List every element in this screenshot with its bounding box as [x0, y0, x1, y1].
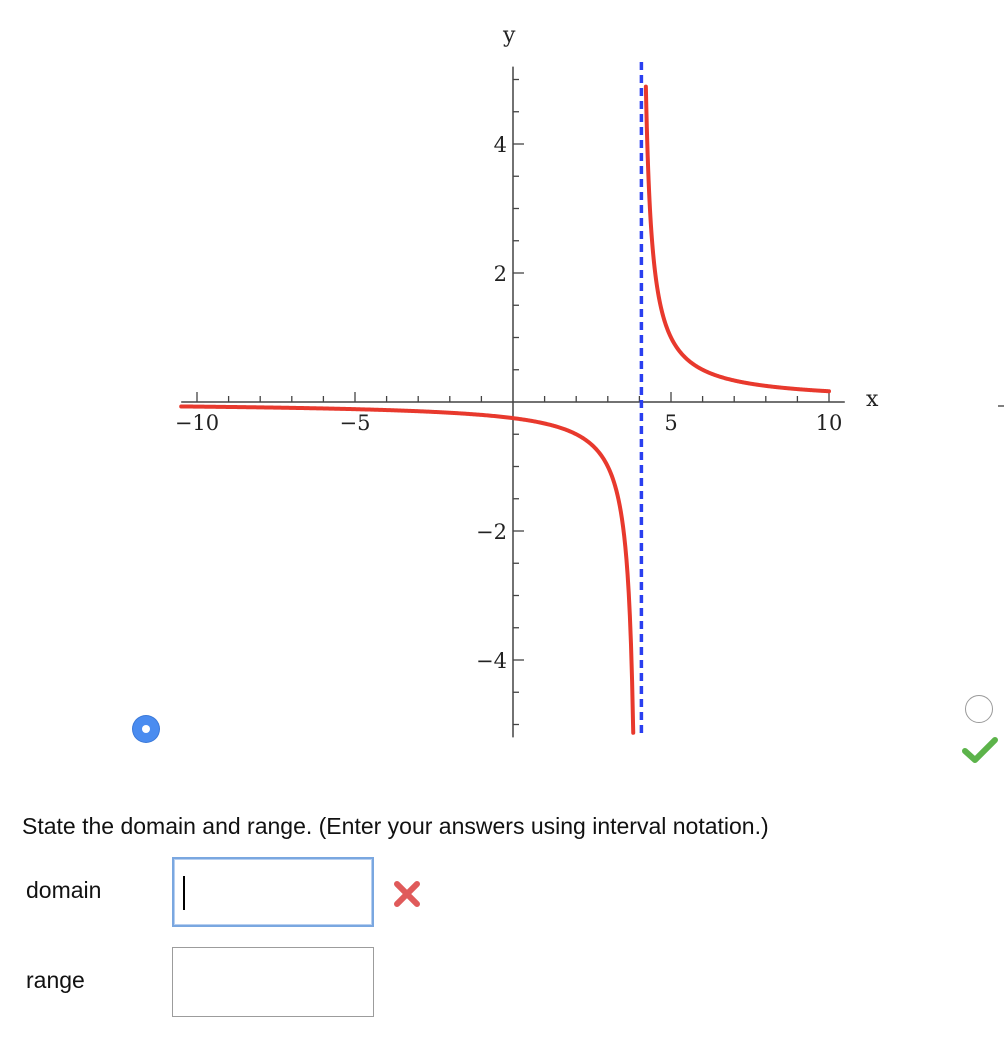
range-input[interactable] — [172, 947, 374, 1017]
y-axis-label: y — [503, 23, 516, 48]
x-axis-label: x — [866, 387, 879, 412]
question-text: State the domain and range. (Enter your answers using interval notation.) — [22, 813, 769, 839]
x-tick-label: −5 — [339, 411, 371, 435]
incorrect-x-icon — [392, 879, 422, 909]
x-tick-label: −10 — [174, 411, 220, 435]
x-tick-label: 5 — [664, 411, 678, 435]
correct-check-icon — [962, 736, 998, 764]
y-tick-label: −4 — [476, 649, 507, 673]
axes — [181, 67, 845, 738]
domain-input[interactable] — [172, 857, 374, 927]
domain-label: domain — [26, 877, 102, 903]
x-tick-label: 10 — [815, 411, 843, 435]
radio-dot — [142, 725, 150, 733]
curve-right-branch — [646, 87, 829, 392]
option-radio-unselected[interactable] — [965, 695, 993, 723]
range-label: range — [26, 967, 85, 993]
option-radio-selected[interactable] — [133, 716, 159, 742]
text-caret — [183, 876, 185, 910]
y-tick-label: 2 — [493, 262, 507, 286]
curve-left-branch — [181, 406, 633, 732]
y-tick-label: 4 — [493, 133, 507, 157]
y-tick-label: −2 — [476, 520, 507, 544]
tick-labels — [175, 133, 843, 673]
